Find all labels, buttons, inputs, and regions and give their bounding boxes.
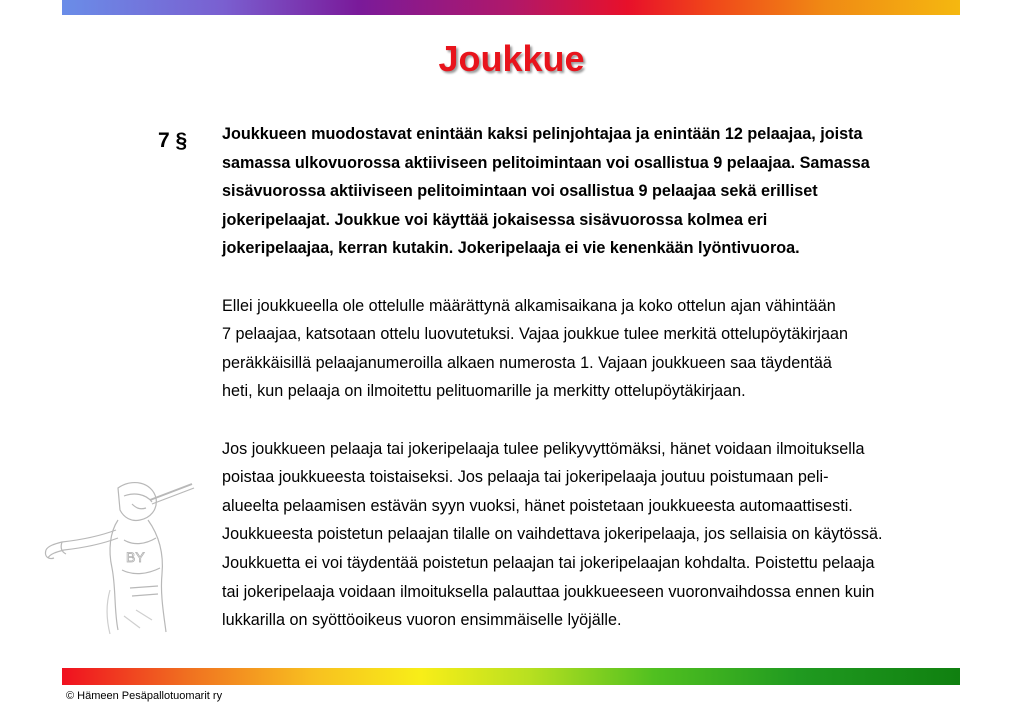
text-line: samassa ulkovuorossa aktiiviseen pelitoimintaan voi osallistua 9 pelaajaa. Samassa [222, 153, 870, 172]
text-line: Joukkueesta poistetun pelaajan tilalle on vaihdettava jokeripelaaja, jos sellaisia on käytössä. [222, 525, 883, 544]
text-line: Joukkueen muodostavat enintään kaksi pelinjohtajaa ja enintään 12 pelaajaa, joista [222, 125, 863, 143]
text-line: poistaa joukkueesta toistaiseksi. Jos pelaaja tai jokeripelaaja joutuu poistumaan peli- [222, 468, 829, 487]
top-gradient-bar [62, 0, 960, 15]
text-line: alueelta pelaamisen estävän syyn vuoksi, hänet poistetaan joukkueesta automaattisesti. [222, 496, 853, 515]
text-line: jokeripelaajaa, kerran kutakin. Jokeripelaaja ei vie kenenkään lyöntivuoroa. [222, 239, 800, 258]
text-line: 7 pelaajaa, katsotaan ottelu luovutetuksi. Vajaa joukkue tulee merkitä ottelupöytäkirjaan [222, 325, 849, 344]
rule-text [222, 120, 992, 663]
paragraph-3 [222, 435, 992, 635]
text-line: Jos joukkueen pelaaja tai jokeripelaaja tulee pelikyvyttömäksi, hänet voidaan ilmoituksella [222, 439, 865, 458]
text-line: jokeripelaajat. Joukkue voi käyttää jokaisessa sisävuorossa kolmea eri [222, 210, 768, 229]
svg-text:BY: BY [126, 549, 145, 565]
paragraph-2 [222, 292, 992, 406]
paragraph-1 [222, 120, 992, 263]
text-line: lukkarilla on syöttöoikeus vuoron ensimmäiselle lyöjälle. [222, 611, 622, 630]
bottom-gradient-bar [62, 668, 960, 685]
page-title: Joukkue [438, 38, 585, 79]
section-number: 7 § [158, 129, 188, 152]
text-line: heti, kun pelaaja on ilmoitettu pelituomarille ja merkitty ottelupöytäkirjaan. [222, 382, 746, 401]
text-line: sisävuorossa aktiiviseen pelitoimintaan voi osallistua 9 pelaajaa sekä erilliset [222, 182, 818, 201]
footer-copyright: © Hämeen Pesäpallotuomarit ry [66, 690, 223, 702]
text-line: Joukkuetta ei voi täydentää poistetun pelaajan tai jokeripelaajan kohdalta. Poistettu pelaaja [222, 553, 875, 572]
text-line: Ellei joukkueella ole ottelulle määrättynä alkamisaikana ja koko ottelun ajan vähintään [222, 296, 836, 315]
batter-illustration [40, 470, 200, 640]
text-line: tai jokeripelaaja voidaan ilmoituksella palauttaa joukkueeseen vuoronvaihdossa ennen kuin [222, 582, 875, 601]
text-line: peräkkäisillä pelaajanumeroilla alkaen numerosta 1. Vajaan joukkueen saa täydentää [222, 353, 832, 372]
